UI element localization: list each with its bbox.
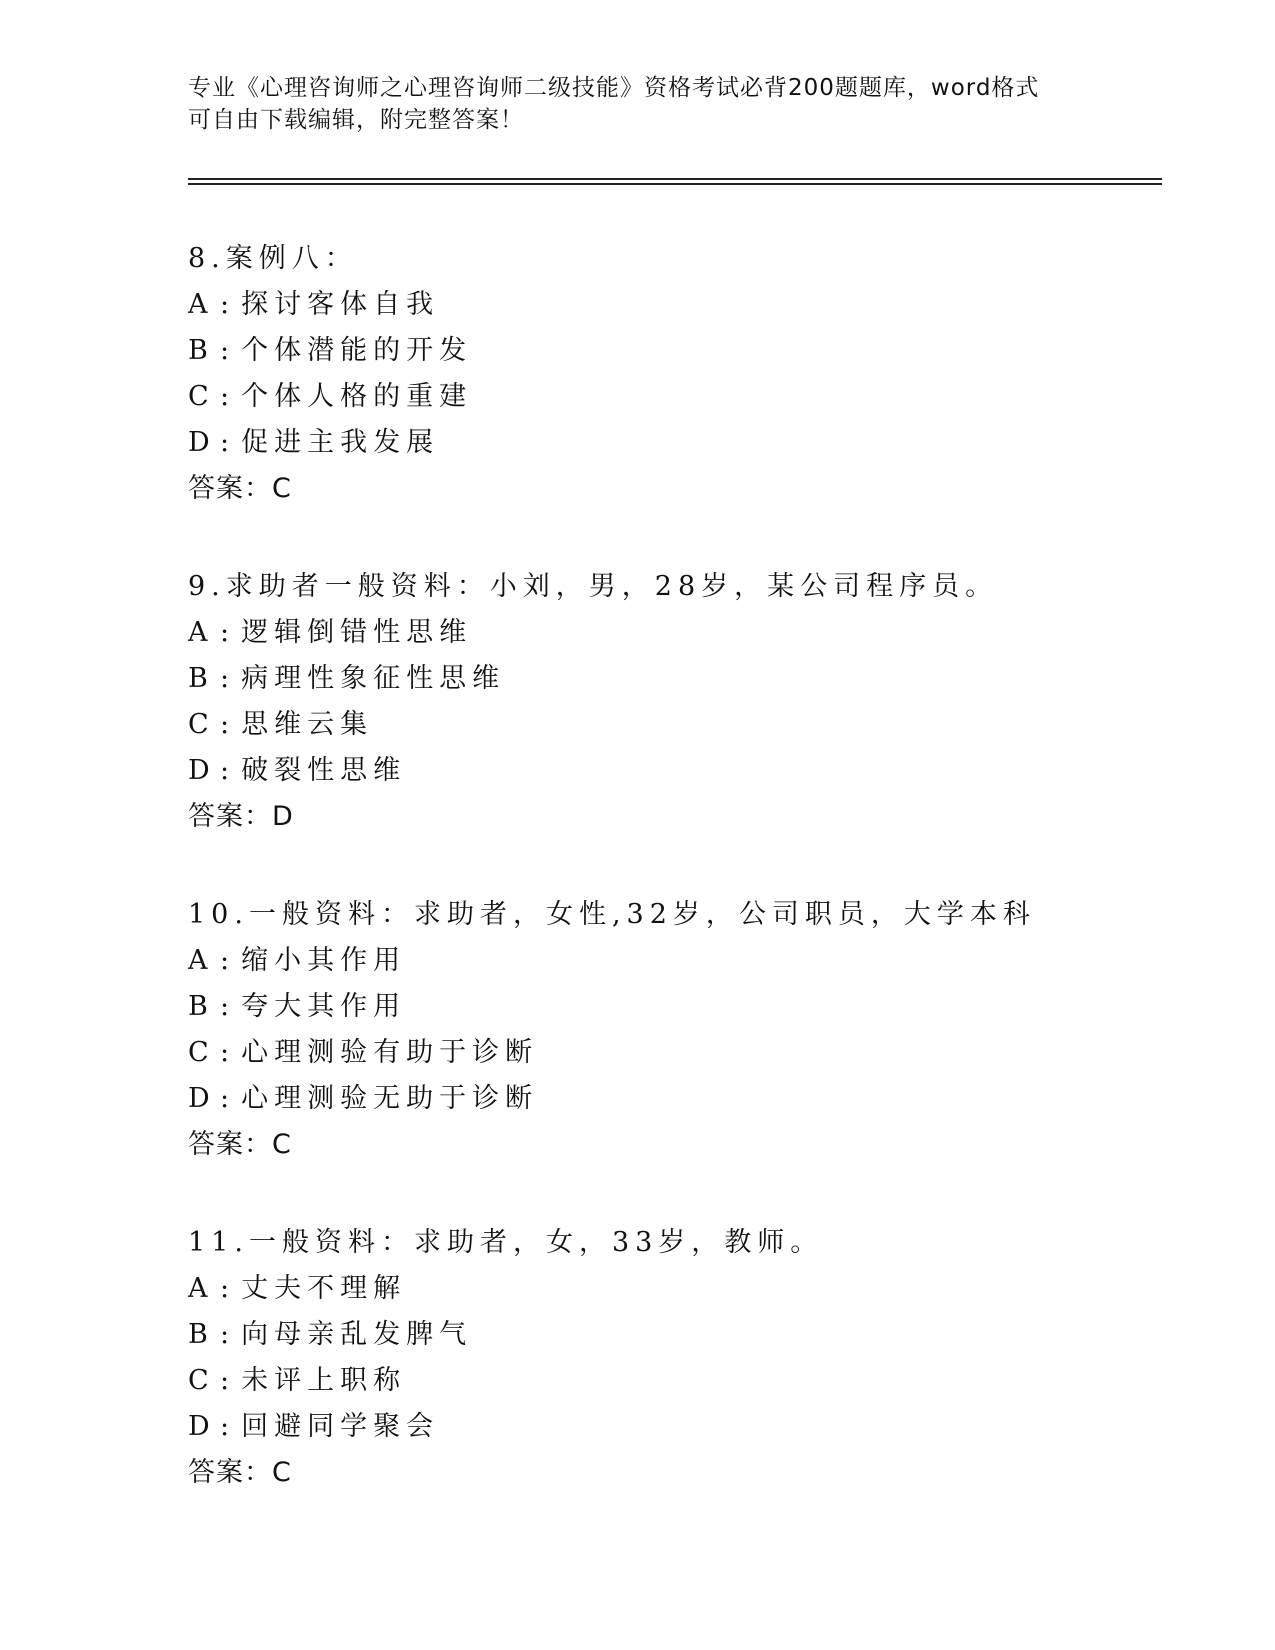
option-c — [188, 1030, 1168, 1076]
option-b — [188, 328, 1168, 374]
option-c — [188, 374, 1168, 420]
option-a — [188, 938, 1168, 984]
option-text: 个体人格的重建 — [241, 381, 473, 412]
option-text: 心理测验无助于诊断 — [241, 1083, 539, 1114]
option-c — [188, 702, 1168, 748]
option-a — [188, 610, 1168, 656]
question-stem: 10.一般资料：求助者，女性,32岁，公司职员，大学本科 — [188, 899, 1036, 930]
option-c — [188, 1358, 1168, 1404]
option-letter: B — [188, 335, 208, 366]
option-separator: : — [220, 1037, 230, 1068]
option-separator: : — [220, 1365, 230, 1396]
option-separator: : — [220, 945, 230, 976]
option-separator: : — [220, 1319, 230, 1350]
header-title-line-1: 专业《心理咨询师之心理咨询师二级技能》资格考试必背200题题库，word格式 — [188, 75, 1040, 101]
option-letter: B — [188, 663, 208, 694]
option-text: 回避同学聚会 — [241, 1411, 440, 1442]
option-separator: : — [220, 381, 230, 412]
option-separator: : — [220, 755, 230, 786]
question-stem: 8.案例八： — [188, 243, 358, 274]
option-text: 心理测验有助于诊断 — [241, 1037, 539, 1068]
option-d — [188, 420, 1168, 466]
question-8 — [188, 236, 1168, 512]
option-letter: C — [188, 1365, 209, 1396]
option-separator: : — [220, 427, 230, 458]
option-text: 向母亲乱发脾气 — [241, 1319, 473, 1350]
option-a — [188, 1266, 1168, 1312]
option-b — [188, 984, 1168, 1030]
option-letter: D — [188, 1411, 210, 1442]
answer-line: 答案：D — [188, 801, 294, 832]
option-a — [188, 282, 1168, 328]
header-divider-bottom — [188, 183, 1162, 185]
option-letter: C — [188, 381, 209, 412]
question-9 — [188, 564, 1168, 840]
option-separator: : — [220, 335, 230, 366]
option-text: 夸大其作用 — [241, 991, 407, 1022]
option-separator: : — [220, 1411, 230, 1442]
option-d — [188, 748, 1168, 794]
option-d — [188, 1076, 1168, 1122]
option-separator: : — [220, 617, 230, 648]
question-10 — [188, 892, 1168, 1168]
option-letter: A — [188, 945, 208, 976]
header-divider-top — [188, 178, 1162, 180]
question-stem: 9.求助者一般资料：小刘，男，28岁，某公司程序员。 — [188, 571, 999, 602]
option-letter: C — [188, 709, 209, 740]
option-letter: D — [188, 755, 210, 786]
option-text: 促进主我发展 — [241, 427, 440, 458]
header-title-line-2: 可自由下载编辑，附完整答案！ — [188, 107, 524, 133]
option-letter: B — [188, 991, 208, 1022]
option-text: 破裂性思维 — [241, 755, 407, 786]
option-b — [188, 656, 1168, 702]
option-d — [188, 1404, 1168, 1450]
option-letter: D — [188, 427, 210, 458]
option-separator: : — [220, 991, 230, 1022]
option-text: 个体潜能的开发 — [241, 335, 473, 366]
option-text: 思维云集 — [241, 709, 374, 740]
question-stem: 11.一般资料：求助者，女，33岁，教师。 — [188, 1227, 824, 1258]
option-separator: : — [220, 663, 230, 694]
answer-line: 答案：C — [188, 1457, 292, 1488]
option-separator: : — [220, 1273, 230, 1304]
option-b — [188, 1312, 1168, 1358]
option-letter: A — [188, 617, 208, 648]
document-header — [188, 72, 1088, 136]
option-text: 未评上职称 — [241, 1365, 407, 1396]
option-text: 探讨客体自我 — [241, 289, 440, 320]
option-separator: : — [220, 289, 230, 320]
option-letter: D — [188, 1083, 210, 1114]
option-text: 缩小其作用 — [241, 945, 407, 976]
option-text: 丈夫不理解 — [241, 1273, 407, 1304]
option-letter: A — [188, 289, 208, 320]
answer-line: 答案：C — [188, 1129, 292, 1160]
answer-line: 答案：C — [188, 473, 292, 504]
option-letter: C — [188, 1037, 209, 1068]
question-list — [188, 236, 1168, 1548]
option-separator: : — [220, 709, 230, 740]
option-letter: A — [188, 1273, 208, 1304]
option-text: 病理性象征性思维 — [241, 663, 506, 694]
option-text: 逻辑倒错性思维 — [241, 617, 473, 648]
question-11 — [188, 1220, 1168, 1496]
option-letter: B — [188, 1319, 208, 1350]
option-separator: : — [220, 1083, 230, 1114]
